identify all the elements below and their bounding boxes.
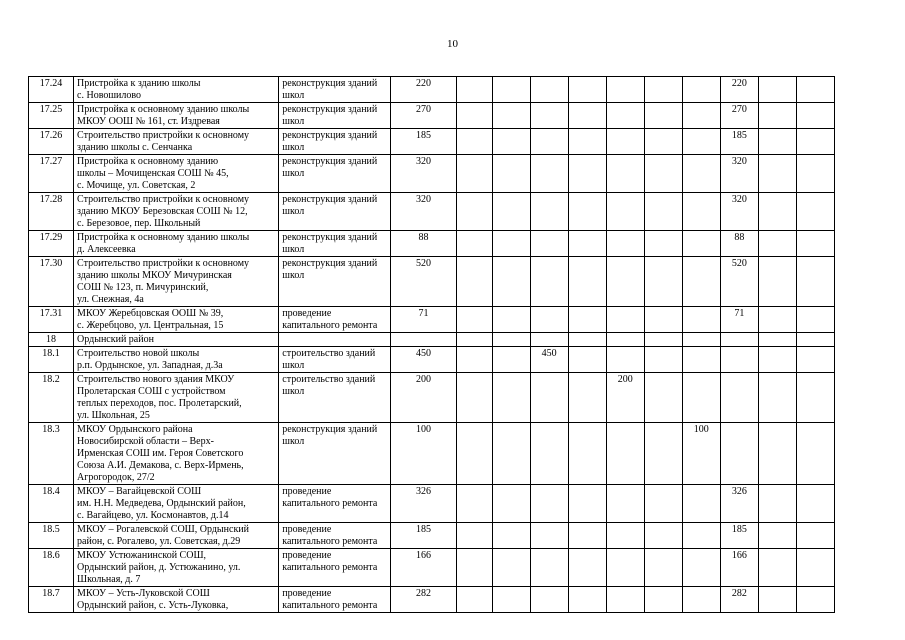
work-type: проведение капитального ремонта — [279, 587, 391, 607]
row-number: 17.26 — [29, 129, 74, 155]
year-value — [456, 129, 492, 155]
object-name: Пристройка к основному зданию школы – Мочищенская СОШ № 45, с. Мочище, ул. Советская, 2 — [74, 155, 279, 193]
object-name: Строительство пристройки к основному зданию МКОУ Березовская СОШ № 12, с. Березовое, пер. Школьный — [74, 193, 279, 231]
year-value — [456, 347, 492, 373]
object-name: Строительство пристройки к основному зданию школы с. Сенчанка — [74, 129, 279, 155]
year-value: 320 — [720, 155, 758, 193]
year-value — [456, 77, 492, 103]
table-row — [29, 231, 835, 257]
total-value: 270 — [391, 103, 456, 129]
year-value — [530, 587, 568, 607]
year-value — [568, 193, 606, 231]
year-value — [530, 373, 568, 423]
table-row — [29, 103, 835, 129]
year-value: 71 — [720, 307, 758, 333]
year-value — [456, 333, 492, 347]
work-type: проведение капитального ремонта — [279, 485, 391, 523]
work-type: строительство зданий школ — [279, 347, 391, 373]
year-value: 88 — [720, 231, 758, 257]
year-value — [644, 587, 682, 607]
year-value — [682, 523, 720, 549]
year-value — [456, 523, 492, 549]
year-value — [568, 257, 606, 307]
year-value: 320 — [720, 193, 758, 231]
year-value — [456, 231, 492, 257]
year-value — [682, 485, 720, 523]
year-value — [644, 333, 682, 347]
year-value — [796, 155, 834, 193]
year-value — [492, 307, 530, 333]
work-type: проведение капитального ремонта — [279, 549, 391, 587]
year-value: 520 — [720, 257, 758, 307]
year-value — [456, 103, 492, 129]
year-value — [796, 485, 834, 523]
object-name: МКОУ Устюжанинской СОШ, Ордынский район, д. Устюжанино, ул. Школьная, д. 7 — [74, 549, 279, 587]
year-value — [644, 77, 682, 103]
year-value — [492, 129, 530, 155]
year-value — [456, 423, 492, 485]
year-value: 200 — [606, 373, 644, 423]
year-value — [456, 485, 492, 523]
row-number: 18.7 — [29, 587, 74, 607]
year-value — [796, 77, 834, 103]
total-value: 185 — [391, 523, 456, 549]
total-value — [391, 333, 456, 347]
year-value — [530, 231, 568, 257]
year-value — [568, 347, 606, 373]
year-value — [758, 347, 796, 373]
year-value — [682, 129, 720, 155]
object-name: МКОУ – Рогалевской СОШ, Ордынский район, с. Рогалево, ул. Советская, д.29 — [74, 523, 279, 549]
year-value — [720, 333, 758, 347]
year-value — [492, 423, 530, 485]
year-value — [530, 549, 568, 587]
year-value — [644, 155, 682, 193]
year-value — [606, 549, 644, 587]
year-value — [456, 193, 492, 231]
year-value — [758, 155, 796, 193]
year-value — [644, 373, 682, 423]
year-value — [796, 103, 834, 129]
year-value — [530, 307, 568, 333]
year-value — [758, 77, 796, 103]
year-value — [530, 257, 568, 307]
year-value — [568, 423, 606, 485]
year-value: 100 — [682, 423, 720, 485]
year-value — [644, 423, 682, 485]
year-value — [682, 103, 720, 129]
year-value — [758, 129, 796, 155]
year-value — [720, 373, 758, 423]
year-value — [492, 373, 530, 423]
total-value: 71 — [391, 307, 456, 333]
year-value — [606, 523, 644, 549]
total-value: 326 — [391, 485, 456, 523]
year-value — [682, 549, 720, 587]
year-value — [568, 231, 606, 257]
year-value — [644, 193, 682, 231]
object-name: Ордынский район — [74, 333, 279, 347]
total-value: 200 — [391, 373, 456, 423]
year-value — [758, 193, 796, 231]
object-name: Строительство новой школы р.п. Ордынское, ул. Западная, д.3а — [74, 347, 279, 373]
total-value: 88 — [391, 231, 456, 257]
work-type: реконструкция зданий школ — [279, 77, 391, 103]
object-name: Пристройка к основному зданию школы д. Алексеевка — [74, 231, 279, 257]
year-value — [682, 257, 720, 307]
year-value — [530, 193, 568, 231]
work-type: строительство зданий школ — [279, 373, 391, 423]
row-number: 18.2 — [29, 373, 74, 423]
year-value — [530, 333, 568, 347]
year-value — [682, 231, 720, 257]
total-value: 520 — [391, 257, 456, 307]
year-value — [758, 307, 796, 333]
year-value — [644, 231, 682, 257]
page-number: 10 — [447, 38, 458, 50]
year-value — [796, 373, 834, 423]
schools-table — [28, 76, 835, 611]
year-value — [492, 193, 530, 231]
year-value — [606, 485, 644, 523]
year-value — [568, 77, 606, 103]
year-value — [644, 129, 682, 155]
total-value: 220 — [391, 77, 456, 103]
work-type: проведение капитального ремонта — [279, 307, 391, 333]
total-value: 282 — [391, 587, 456, 607]
total-value: 320 — [391, 193, 456, 231]
year-value — [492, 587, 530, 607]
table-row — [29, 193, 835, 231]
year-value — [796, 193, 834, 231]
year-value — [606, 193, 644, 231]
year-value — [758, 485, 796, 523]
year-value: 185 — [720, 129, 758, 155]
year-value — [644, 103, 682, 129]
table-row — [29, 257, 835, 307]
row-number: 17.28 — [29, 193, 74, 231]
year-value — [568, 103, 606, 129]
year-value — [568, 155, 606, 193]
year-value — [796, 257, 834, 307]
year-value: 282 — [720, 587, 758, 607]
section-row — [29, 333, 835, 347]
year-value — [530, 155, 568, 193]
table-row — [29, 373, 835, 423]
year-value — [796, 333, 834, 347]
year-value — [682, 347, 720, 373]
work-type: реконструкция зданий школ — [279, 423, 391, 485]
year-value — [492, 485, 530, 523]
year-value — [682, 193, 720, 231]
year-value — [492, 549, 530, 587]
row-number: 17.24 — [29, 77, 74, 103]
year-value — [606, 307, 644, 333]
year-value — [682, 373, 720, 423]
year-value — [758, 333, 796, 347]
year-value — [720, 347, 758, 373]
year-value — [568, 549, 606, 587]
year-value — [456, 257, 492, 307]
year-value — [606, 333, 644, 347]
year-value — [796, 549, 834, 587]
year-value — [758, 231, 796, 257]
year-value — [644, 257, 682, 307]
work-type: реконструкция зданий школ — [279, 231, 391, 257]
row-number: 18.1 — [29, 347, 74, 373]
year-value — [682, 587, 720, 607]
row-number: 18.4 — [29, 485, 74, 523]
row-number: 18.6 — [29, 549, 74, 587]
year-value — [606, 257, 644, 307]
year-value — [720, 423, 758, 485]
year-value — [606, 587, 644, 607]
row-number: 17.30 — [29, 257, 74, 307]
table-row — [29, 423, 835, 485]
year-value — [492, 347, 530, 373]
year-value — [644, 347, 682, 373]
object-name: Строительство нового здания МКОУ Пролетарская СОШ с устройством теплых переходов, пос. Пролетарский, ул. Школьная, 25 — [74, 373, 279, 423]
table-row — [29, 155, 835, 193]
year-value — [644, 485, 682, 523]
year-value — [682, 307, 720, 333]
year-value — [796, 307, 834, 333]
table-row — [29, 523, 835, 549]
year-value — [530, 423, 568, 485]
work-type: реконструкция зданий школ — [279, 103, 391, 129]
year-value — [606, 231, 644, 257]
table-body — [29, 77, 835, 611]
object-name: МКОУ – Вагайцевской СОШ им. Н.Н. Медведева, Ордынский район, с. Вагайцево, ул. Космонавтов, д.14 — [74, 485, 279, 523]
year-value — [644, 549, 682, 587]
year-value — [492, 103, 530, 129]
row-number: 18 — [29, 333, 74, 347]
object-name: Пристройка к зданию школы с. Новошилово — [74, 77, 279, 103]
year-value — [456, 155, 492, 193]
year-value — [456, 587, 492, 607]
total-value: 185 — [391, 129, 456, 155]
work-type: реконструкция зданий школ — [279, 129, 391, 155]
table-row — [29, 129, 835, 155]
total-value: 320 — [391, 155, 456, 193]
year-value — [530, 77, 568, 103]
year-value — [644, 307, 682, 333]
year-value — [568, 129, 606, 155]
year-value — [530, 129, 568, 155]
year-value — [758, 257, 796, 307]
year-value: 270 — [720, 103, 758, 129]
year-value — [606, 103, 644, 129]
year-value: 220 — [720, 77, 758, 103]
year-value — [492, 77, 530, 103]
object-name: МКОУ Жеребцовская ООШ № 39, с. Жеребцово, ул. Центральная, 15 — [74, 307, 279, 333]
year-value — [568, 485, 606, 523]
object-name: Пристройка к основному зданию школы МКОУ ООШ № 161, ст. Издревая — [74, 103, 279, 129]
year-value: 185 — [720, 523, 758, 549]
work-type: реконструкция зданий школ — [279, 155, 391, 193]
object-name: МКОУ Ордынского района Новосибирской области – Верх- Ирменская СОШ им. Героя Советского Союза А.И. Демакова, с. Верх-Ирмень, Агрогородок, 27/2 — [74, 423, 279, 485]
year-value — [568, 333, 606, 347]
year-value — [530, 523, 568, 549]
year-value — [758, 587, 796, 607]
year-value — [796, 587, 834, 607]
total-value: 166 — [391, 549, 456, 587]
year-value — [492, 523, 530, 549]
total-value: 450 — [391, 347, 456, 373]
year-value — [644, 523, 682, 549]
table-row — [29, 77, 835, 103]
row-number: 17.27 — [29, 155, 74, 193]
year-value — [758, 549, 796, 587]
year-value — [758, 423, 796, 485]
year-value — [682, 155, 720, 193]
year-value — [758, 523, 796, 549]
year-value — [796, 423, 834, 485]
year-value — [456, 549, 492, 587]
object-name: МКОУ – Усть-Луковской СОШ Ордынский район, с. Усть-Луковка, — [74, 587, 279, 607]
row-number: 17.25 — [29, 103, 74, 129]
year-value — [606, 423, 644, 485]
year-value — [530, 485, 568, 523]
row-number: 18.5 — [29, 523, 74, 549]
table-row — [29, 587, 835, 607]
work-type: реконструкция зданий школ — [279, 257, 391, 307]
year-value — [568, 587, 606, 607]
year-value: 326 — [720, 485, 758, 523]
year-value — [796, 231, 834, 257]
table-row — [29, 307, 835, 333]
table-row — [29, 485, 835, 523]
table-row — [29, 347, 835, 373]
year-value — [682, 77, 720, 103]
year-value: 450 — [530, 347, 568, 373]
work-type: реконструкция зданий школ — [279, 193, 391, 231]
year-value — [606, 347, 644, 373]
year-value — [796, 523, 834, 549]
year-value — [568, 373, 606, 423]
year-value — [568, 307, 606, 333]
year-value — [606, 155, 644, 193]
year-value — [796, 347, 834, 373]
year-value — [758, 103, 796, 129]
year-value — [492, 333, 530, 347]
year-value — [606, 129, 644, 155]
table-row — [29, 549, 835, 587]
work-type: проведение капитального ремонта — [279, 523, 391, 549]
year-value — [492, 231, 530, 257]
work-type — [279, 333, 391, 347]
year-value — [492, 257, 530, 307]
year-value — [530, 103, 568, 129]
row-number: 18.3 — [29, 423, 74, 485]
year-value — [568, 523, 606, 549]
row-number: 17.31 — [29, 307, 74, 333]
year-value — [682, 333, 720, 347]
year-value — [456, 373, 492, 423]
row-number: 17.29 — [29, 231, 74, 257]
year-value — [492, 155, 530, 193]
year-value — [758, 373, 796, 423]
object-name: Строительство пристройки к основному зданию школы МКОУ Мичуринская СОШ № 123, п. Мичуринский, ул. Снежная, 4а — [74, 257, 279, 307]
year-value — [606, 77, 644, 103]
year-value: 166 — [720, 549, 758, 587]
year-value — [796, 129, 834, 155]
year-value — [456, 307, 492, 333]
total-value: 100 — [391, 423, 456, 485]
